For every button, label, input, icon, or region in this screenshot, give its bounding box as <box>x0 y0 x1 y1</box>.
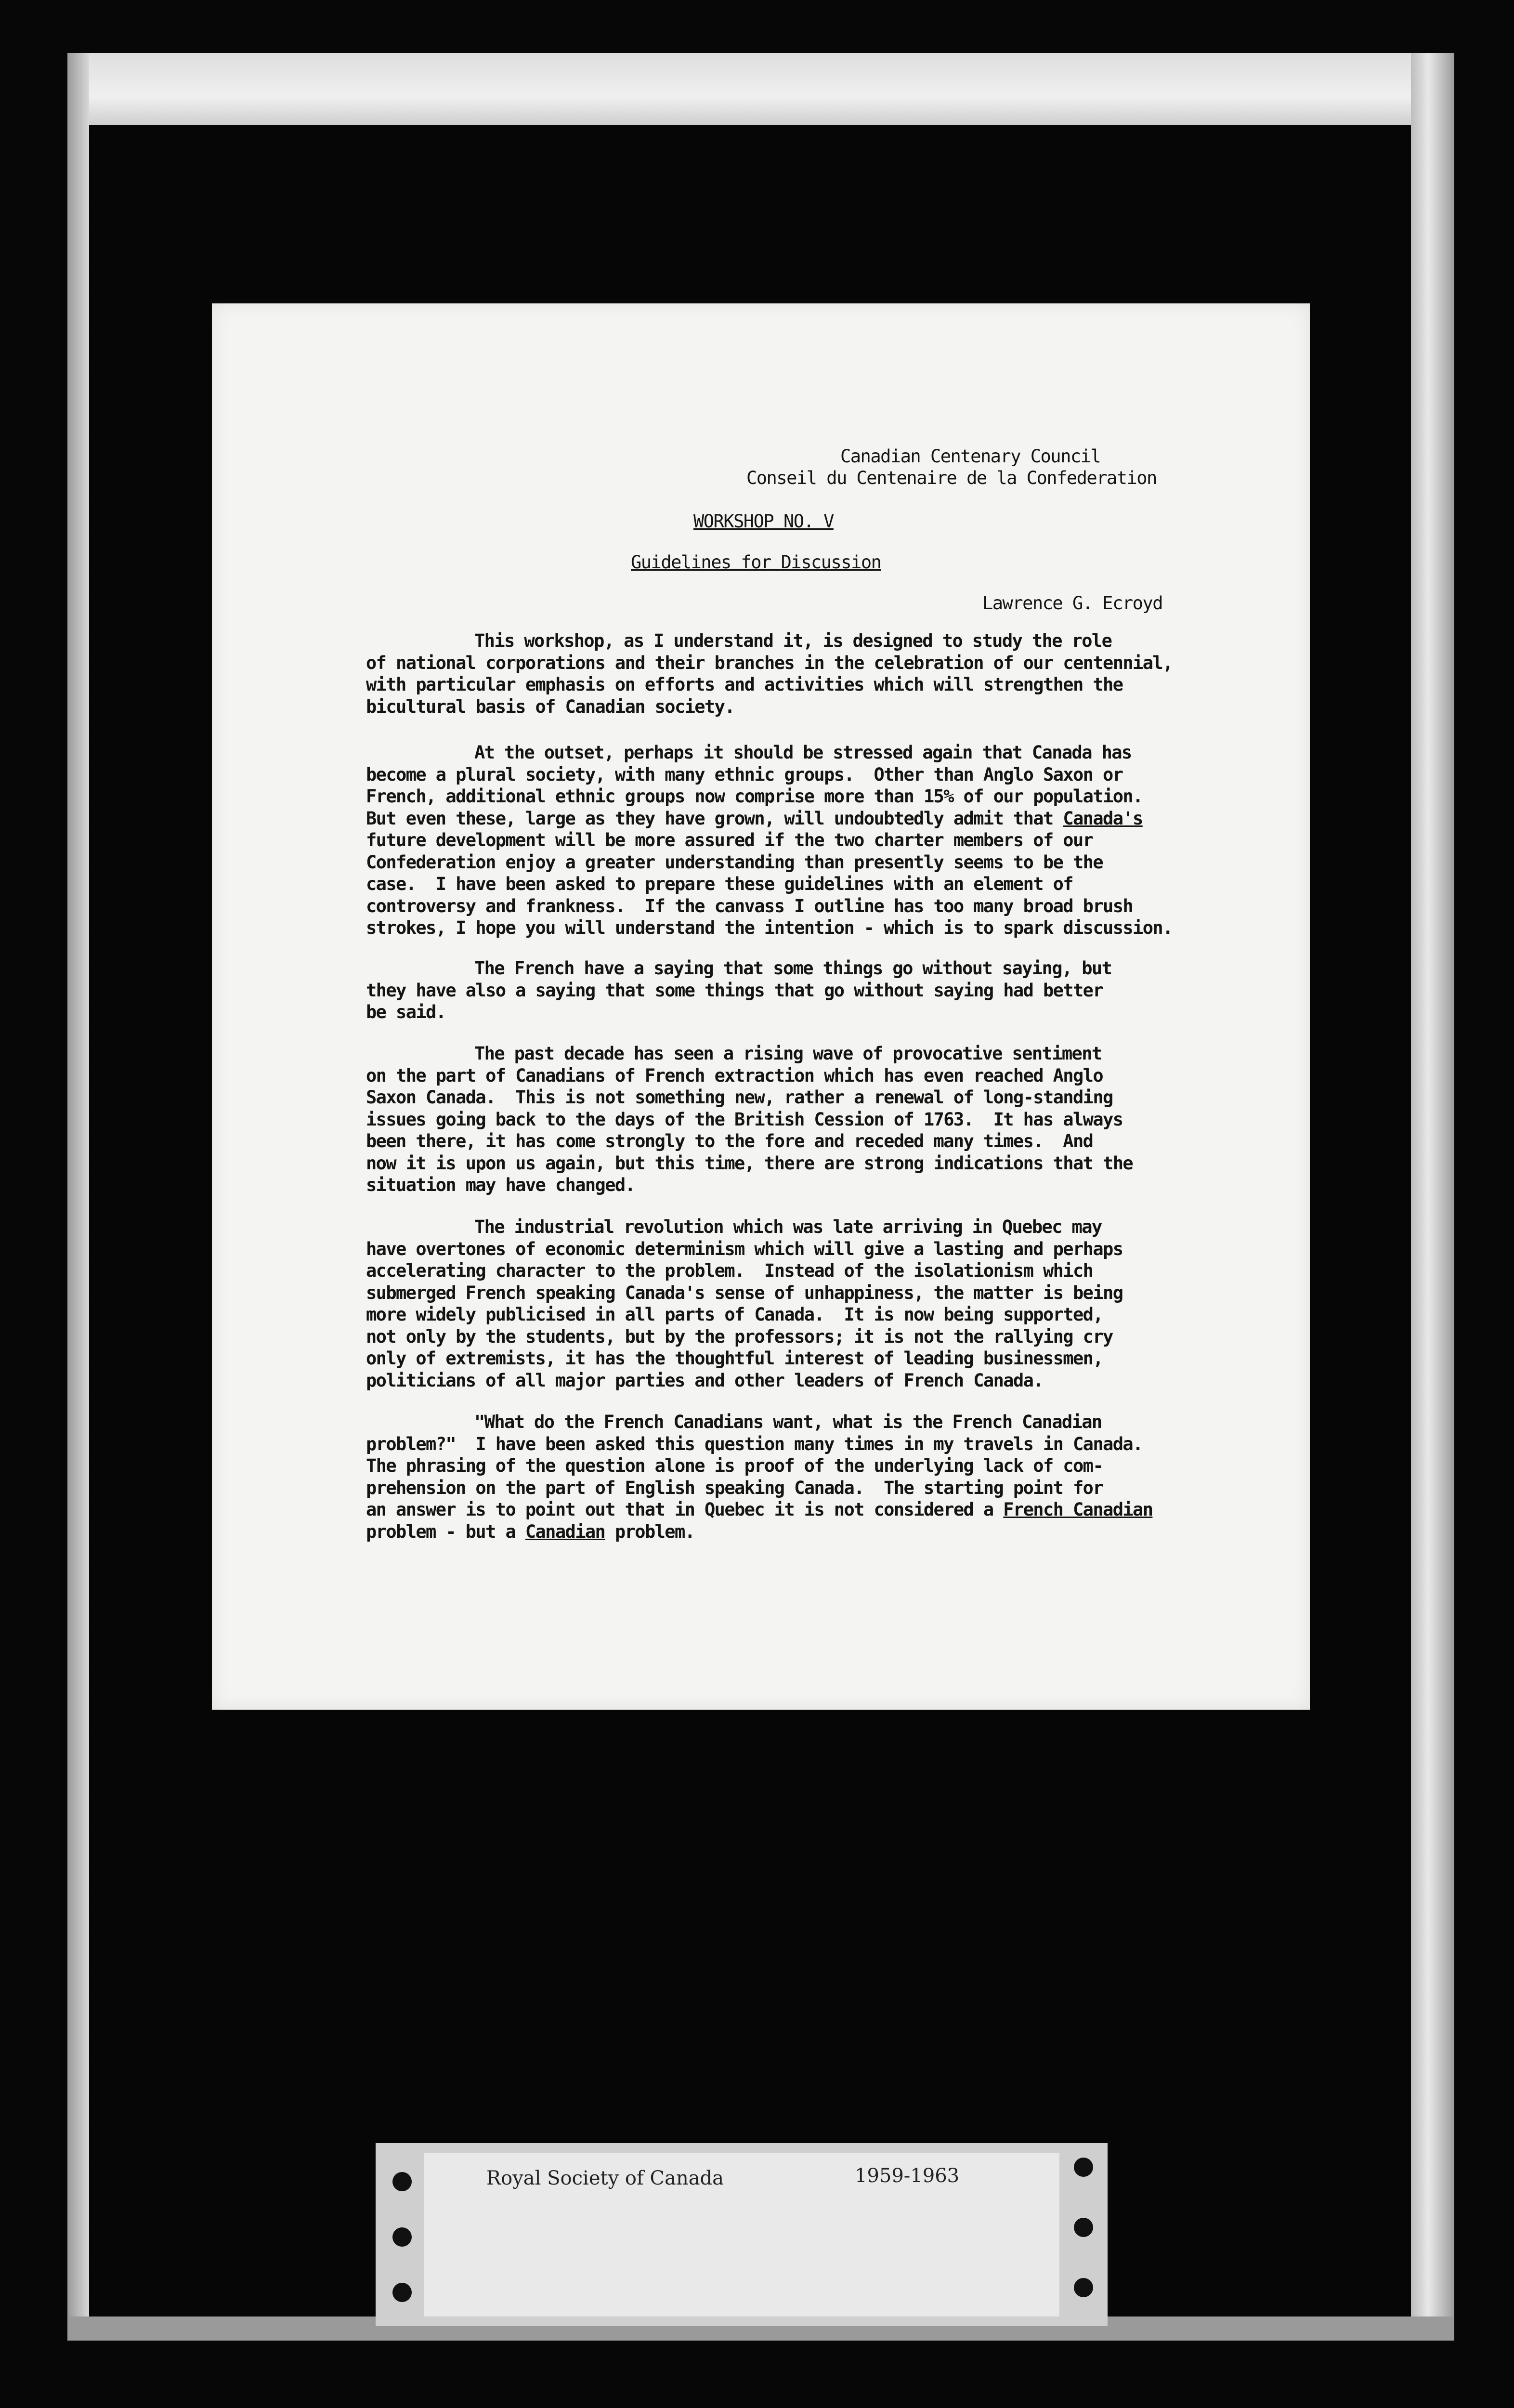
sprocket-hole-icon <box>1074 2218 1093 2237</box>
paragraph-line: This workshop, as I understand it, is designed to study the role <box>474 630 1112 651</box>
paragraph-line: The past decade has seen a rising wave of provocative sentiment <box>474 1043 1102 1064</box>
paragraph-line: not only by the students, but by the professors; it is not the rallying cry <box>366 1326 1113 1347</box>
paragraph-line: with particular emphasis on efforts and activities which will strengthen the <box>366 674 1123 695</box>
organization-name-english: Canadian Centenary Council <box>840 446 1101 467</box>
paragraph-line: have overtones of economic determinism which will give a lasting and perhaps <box>366 1238 1123 1259</box>
paragraph-1 <box>366 630 1281 718</box>
paragraph-6 <box>366 1411 1281 1543</box>
paragraph-line: situation may have changed. <box>366 1175 635 1195</box>
paragraph-line: The phrasing of the question alone is proof of the underlying lack of com- <box>366 1455 1103 1476</box>
paragraph-line: now it is upon us again, but this time, there are strong indications that the <box>366 1152 1133 1174</box>
paragraph-line: more widely publicised in all parts of Canada. It is now being supported, <box>366 1304 1103 1325</box>
paragraph-line: "What do the French Canadians want, what is the French Canadian <box>474 1412 1102 1432</box>
label-years: 1959-1963 <box>855 2165 960 2187</box>
paragraph-line: an answer is to point out that in Quebec it is not considered a French Canadian <box>366 1499 1153 1520</box>
sprocket-hole-icon <box>392 2227 412 2247</box>
label-collection-name: Royal Society of Canada <box>486 2167 724 2189</box>
paragraph-line: on the part of Canadians of French extraction which has even reached Anglo <box>366 1065 1103 1086</box>
sprocket-hole-icon <box>392 2283 412 2302</box>
underlined-phrase: Canadian <box>525 1521 605 1542</box>
paragraph-line: be said. <box>366 1002 446 1022</box>
paragraph-line: become a plural society, with many ethnic groups. Other than Anglo Saxon or <box>366 764 1123 785</box>
underlined-phrase: French Canadian <box>1003 1499 1153 1520</box>
paragraph-5 <box>366 1216 1281 1391</box>
paragraph-line: French, additional ethnic groups now comprise more than 15% of our population. <box>366 786 1143 807</box>
paragraph-3 <box>366 957 1281 1023</box>
paragraph-line: bicultural basis of Canadian society. <box>366 696 735 717</box>
paragraph-line: The industrial revolution which was late arriving in Quebec may <box>474 1217 1102 1237</box>
underlined-phrase: Canada's <box>1063 808 1143 829</box>
document-subtitle: Guidelines for Discussion <box>631 552 881 573</box>
sprocket-hole-icon <box>1074 2158 1093 2177</box>
sprocket-hole-icon <box>392 2172 412 2191</box>
paragraph-line: politicians of all major parties and other leaders of French Canada. <box>366 1370 1043 1391</box>
film-frame-top <box>67 53 1454 125</box>
paragraph-line: only of extremists, it has the thoughtful interest of leading businessmen, <box>366 1348 1103 1369</box>
paragraph-line: case. I have been asked to prepare these guidelines with an element of <box>366 874 1073 894</box>
film-frame-right-edge <box>1411 53 1454 2341</box>
workshop-title: WORKSHOP NO. V <box>693 511 834 532</box>
paragraph-line: strokes, I hope you will understand the intention - which is to spark discussion. <box>366 917 1173 938</box>
document-page <box>212 303 1310 1710</box>
paragraph-line: But even these, large as they have grown, will undoubtedly admit that Canada's <box>366 808 1143 829</box>
paragraph-line: future development will be more assured if the two charter members of our <box>366 830 1093 851</box>
paragraph-line: of national corporations and their branches in the celebration of our centennial, <box>366 652 1173 673</box>
paragraph-line: controversy and frankness. If the canvass I outline has too many broad brush <box>366 895 1133 916</box>
paragraph-line: prehension on the part of English speaking Canada. The starting point for <box>366 1477 1103 1498</box>
paragraph-line: submerged French speaking Canada's sense of unhappiness, the matter is being <box>366 1282 1123 1303</box>
paragraph-line: they have also a saying that some things that go without saying had better <box>366 980 1103 1001</box>
paragraph-line: accelerating character to the problem. Instead of the isolationism which <box>366 1260 1093 1281</box>
paragraph-2 <box>366 742 1281 939</box>
sprocket-hole-icon <box>1074 2278 1093 2297</box>
paragraph-line: issues going back to the days of the British Cession of 1763. It has always <box>366 1109 1123 1130</box>
paragraph-line: The French have a saying that some things go without saying, but <box>474 958 1112 979</box>
paragraph-4 <box>366 1043 1281 1196</box>
paragraph-line: been there, it has come strongly to the fore and receded many times. And <box>366 1131 1093 1152</box>
paragraph-line: At the outset, perhaps it should be stressed again that Canada has <box>474 742 1132 763</box>
paragraph-line: problem?" I have been asked this question many times in my travels in Canada. <box>366 1433 1143 1454</box>
organization-name-french: Conseil du Centenaire de la Confederation <box>746 468 1157 488</box>
paragraph-line: Saxon Canada. This is not something new, rather a renewal of long-standing <box>366 1087 1113 1108</box>
paragraph-line: Confederation enjoy a greater understanding than presently seems to be the <box>366 851 1103 873</box>
film-frame-left-edge <box>67 53 89 2341</box>
author-name: Lawrence G. Ecroyd <box>982 593 1162 614</box>
paragraph-line: problem - but a Canadian problem. <box>366 1521 695 1542</box>
